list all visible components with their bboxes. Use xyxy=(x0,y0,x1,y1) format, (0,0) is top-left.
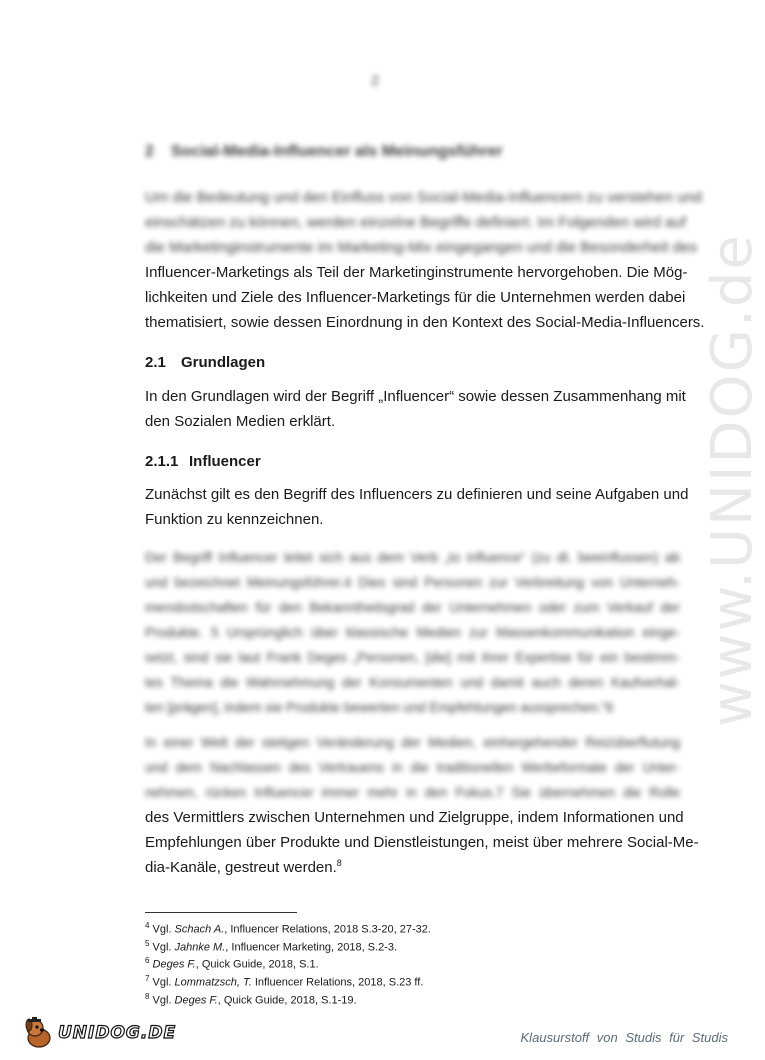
section-line: In den Grundlagen wird der Begriff „Influencer“ sowie dessen Zusammenhang mit xyxy=(145,388,686,405)
definition-line: Produkte. 5 Ursprünglich über klassische Medien zur Massenkommunikation einge- xyxy=(145,625,680,640)
definition-line: ten [prägen], indem sie Produkte bewerten und Empfehlungen aussprechen.“6 xyxy=(145,700,614,715)
footnote-prefix: Vgl. xyxy=(152,923,175,936)
footnote-rest: , Influencer Marketing, 2018, S.2-3. xyxy=(225,941,398,954)
footnote-ref: 8 xyxy=(336,858,342,868)
definition-line: Der Begriff Influencer leitet sich aus dem Verb „to influence“ (zu dt. beeinflussen) ab xyxy=(145,550,680,565)
footnote xyxy=(145,937,431,955)
closing-line: des Vermittlers zwischen Unternehmen und Zielgruppe, indem Informationen und xyxy=(145,809,684,826)
intro-line: lichkeiten und Ziele des Influencer-Marketings für die Unternehmen werden dabei xyxy=(145,289,686,306)
closing-line-text: dia-Kanäle, gestreut werden. xyxy=(145,859,337,876)
page-number: 2 xyxy=(371,72,379,88)
dog-mascot-icon xyxy=(22,1016,56,1050)
footnote-prefix: Vgl. xyxy=(152,976,175,989)
footnote-rest: , Quick Guide, 2018, S.1-19. xyxy=(217,994,357,1007)
definition-paragraph xyxy=(145,545,680,720)
definition-line: setzt, sind sie laut Frank Deges „Personen, [die] mit ihrer Expertise für ein bestimm- xyxy=(145,650,680,665)
footnote-prefix: Vgl. xyxy=(152,994,175,1007)
footnote xyxy=(145,919,431,937)
intro-line-blurred: die Marketinginstrumente im Marketing-Mix eingegangen und die Besonderheit des xyxy=(145,239,697,256)
slogan: Klausurstoff von Studis für Studis xyxy=(520,1030,728,1045)
intro-line-blurred: Um die Bedeutung und den Einfluss von Social-Media-Influencern zu verstehen und xyxy=(145,189,703,206)
footnote-number: 8 xyxy=(145,991,150,1001)
definition-line: tes Thema die Wahrnehmung der Konsumenten und damit auch deren Kaufverhal- xyxy=(145,675,680,690)
watermark-text: www.UNIDOG.de xyxy=(700,233,765,727)
subsection-heading xyxy=(145,453,261,470)
chapter-number: 2 xyxy=(145,143,154,160)
footnote-author: Schach A. xyxy=(174,923,225,936)
footnote-author: Jahnke M. xyxy=(174,941,226,954)
closing-line-blurred: und dem Nachlassen des Vertrauens in die traditionellen Werbeformate der Unter- xyxy=(145,760,680,775)
subsection-paragraph xyxy=(145,482,689,532)
footnote-author: Lommatzsch, T. xyxy=(174,976,252,989)
footnote-number: 6 xyxy=(145,956,150,966)
footnote-rest: , Influencer Relations, 2018 S.3-20, 27-32. xyxy=(224,923,431,936)
section-title: Grundlagen xyxy=(181,354,266,371)
logo-text: UNIDOG.DE xyxy=(58,1023,177,1043)
footnote-number: 7 xyxy=(145,973,150,983)
section-paragraph xyxy=(145,384,686,434)
unidog-logo[interactable] xyxy=(22,1016,176,1050)
section-line: den Sozialen Medien erklärt. xyxy=(145,413,336,430)
subsection-line: Zunächst gilt es den Begriff des Influencers zu definieren und seine Aufgaben und xyxy=(145,486,689,503)
footnote xyxy=(145,972,431,990)
footnote-divider xyxy=(145,912,297,913)
intro-paragraph xyxy=(145,185,705,335)
section-number: 2.1 xyxy=(145,354,166,371)
intro-line: Influencer-Marketings als Teil der Marketinginstrumente hervorgehoben. Die Mög- xyxy=(145,264,688,281)
section-heading xyxy=(145,354,265,371)
footnote-rest: , Quick Guide, 2018, S.1. xyxy=(195,958,319,971)
footnote-rest: Influencer Relations, 2018, S.23 ff. xyxy=(251,976,424,989)
footnote xyxy=(145,954,431,972)
definition-line: und bezeichnet Meinungsführer.4 Dies sind Personen zur Verbreitung von Unterneh- xyxy=(145,575,680,590)
footnote xyxy=(145,990,431,1008)
definition-line: mensbotschaften für den Bekanntheitsgrad der Unternehmen oder zum Verkauf der xyxy=(145,600,680,615)
footnote-prefix: Vgl. xyxy=(152,941,175,954)
footnote-author: Deges F. xyxy=(152,958,196,971)
subsection-number: 2.1.1 xyxy=(145,453,179,470)
closing-paragraph xyxy=(145,730,699,880)
intro-line-blurred: einschätzen zu können, werden einzelne Begriffe definiert. Im Folgenden wird auf xyxy=(145,214,686,231)
footnote-number: 4 xyxy=(145,921,150,930)
closing-line-blurred: nehmen, rücken Influencer immer mehr in den Fokus.7 Sie übernehmen die Rolle xyxy=(145,785,680,800)
intro-line: thematisiert, sowie dessen Einordnung in den Kontext des Social-Media-Influencers. xyxy=(145,314,705,331)
footnotes xyxy=(145,919,431,1007)
chapter-heading xyxy=(145,143,503,161)
subsection-title: Influencer xyxy=(189,453,261,470)
footnote-author: Deges F. xyxy=(174,994,218,1007)
closing-line: Empfehlungen über Produkte und Dienstleistungen, meist über mehrere Social-Me- xyxy=(145,834,699,851)
footnote-number: 5 xyxy=(145,938,150,948)
subsection-line: Funktion zu kennzeichnen. xyxy=(145,511,324,528)
chapter-title: Social-Media-Influencer als Meinungsführer xyxy=(171,143,503,160)
closing-line-blurred: In einer Welt der stetigen Veränderung der Medien, einhergehender Reizüberflutung xyxy=(145,735,680,750)
closing-line xyxy=(145,855,680,880)
